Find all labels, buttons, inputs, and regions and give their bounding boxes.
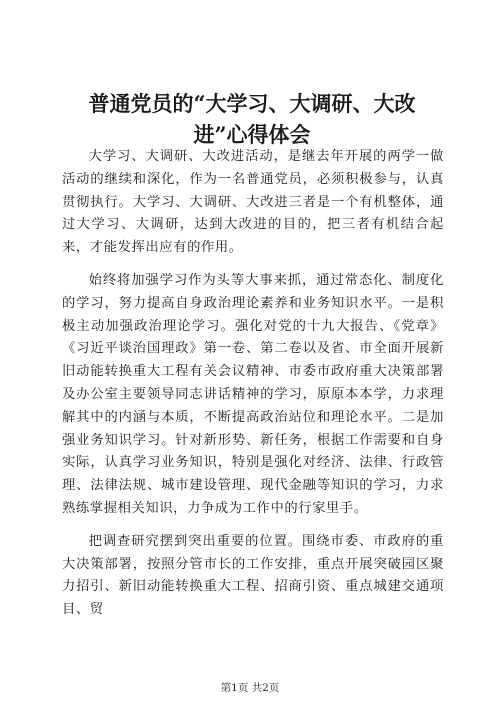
paragraph: 始终将加强学习作为头等大事来抓，通过常态化、制度化的学习，努力提高自身政治理论素养和业务知识水平。一是积极主动加强政治理论学习。强化对党的十九大报告、《党章》《习近平谈治国理政》第一卷、第二卷以及省、市全面开展新旧动能转换重大工程有关会议精神、市委市政府重大决策部署及办公室主要领导同志讲话精神的学习，原原本本学，力求理解其中的内涵与本质，不断提高政治站位和理论水平。二是加强业务知识学习。针对新形势、新任务，根据工作需要和自身实际，认真学习业务知识，特别是强化对经济、法律、行政管理、法律法规、城市建设管理、现代金融等知识的学习，力求熟练掌握相关知识，力争成为工作中的行家里手。 <box>62 272 444 516</box>
document-body <box>62 146 444 632</box>
document-title: 普通党员的“大学习、大调研、大改进”心得体会 <box>88 91 416 147</box>
page-number-footer: 第1页 共2页 <box>220 682 280 694</box>
paragraph: 把调查研究摆到突出重要的位置。围绕市委、市政府的重大决策部署，按照分管市长的工作安排，重点开展突破园区聚力招引、新旧动能转换重大工程、招商引资、重点城建交通项目、贸 <box>62 533 444 618</box>
paragraph: 大学习、大调研、大改进活动，是继去年开展的两学一做活动的继续和深化，作为一名普通党员，必须积极参与，认真贯彻执行。大学习、大调研、大改进三者是一个有机整体，通过大学习、大调研，达到大改进的目的，把三者有机结合起来，才能发挥出应有的作用。 <box>62 149 444 256</box>
